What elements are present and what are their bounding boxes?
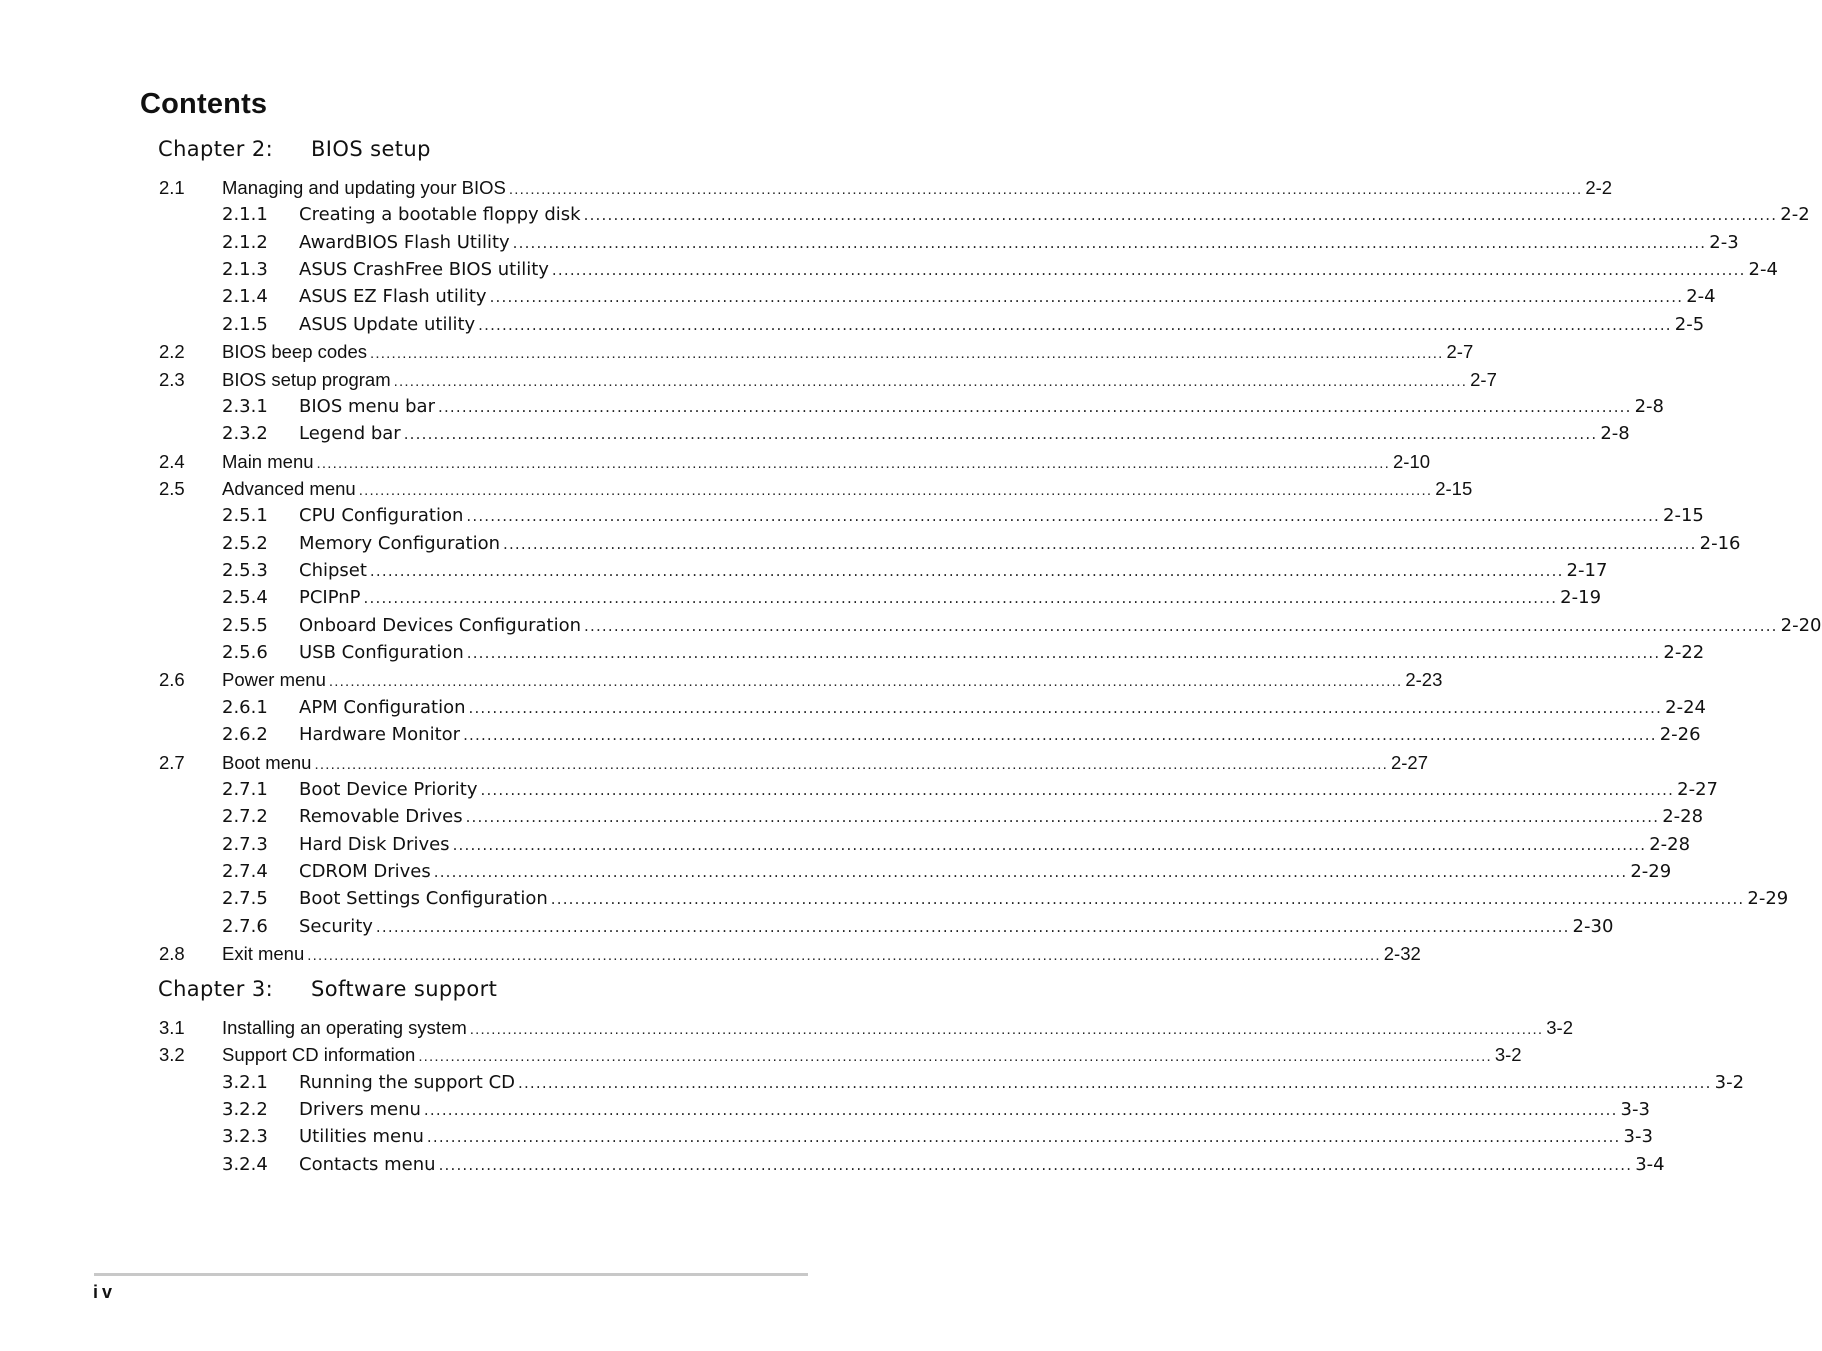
toc-entry-line [222, 174, 1613, 203]
toc-entry-number: 2.1.1 [222, 204, 268, 226]
toc-entry[interactable] [0, 831, 1691, 858]
page-title: Contents [140, 88, 268, 120]
toc-entry-number: 2.3.1 [222, 395, 268, 417]
toc-entry[interactable] [0, 749, 1429, 776]
dot-leader: ........................................................................................................................................................................................................ [550, 890, 1745, 909]
toc-entry-page: 2-2 [1585, 177, 1613, 198]
toc-entry-page: 3-4 [1635, 1153, 1665, 1175]
toc-entry-number: 2.3 [159, 368, 185, 390]
toc-entry-title: Boot menu [222, 751, 312, 773]
dot-leader: ........................................................................................................................................................................................................ [480, 780, 1675, 799]
chapter-number: Chapter 2: [158, 137, 274, 161]
toc-entry-line [299, 557, 1608, 585]
toc-entry-number: 2.7.5 [222, 888, 268, 910]
toc-entry-line [299, 612, 1822, 640]
toc-entry-title: Running the support CD [299, 1071, 515, 1093]
toc-entry[interactable] [0, 1069, 1745, 1096]
dot-leader: ........................................................................................................................................................................................................ [551, 261, 1746, 280]
dot-leader: ........................................................................................................................................................................................................ [363, 589, 1558, 608]
toc-entry-number: 2.5.3 [222, 560, 268, 582]
toc-entry-number: 2.5.5 [222, 614, 268, 636]
toc-entry-title: AwardBIOS Flash Utility [299, 231, 510, 253]
toc-entry-page: 2-8 [1634, 395, 1665, 417]
toc-entry-title: Creating a bootable floppy disk [299, 204, 581, 226]
toc-entry-page: 2-8 [1600, 423, 1630, 445]
toc-entry-page: 2-23 [1405, 669, 1443, 691]
toc-entry[interactable] [0, 584, 1602, 611]
toc-entry-page: 2-4 [1686, 286, 1716, 308]
toc-entry-page: 2-27 [1390, 751, 1429, 773]
toc-entry-number: 2.1 [159, 177, 185, 198]
toc-entry[interactable] [0, 530, 1741, 557]
toc-entry-title: Advanced menu [222, 477, 356, 499]
toc-entry-number: 3.2.2 [222, 1099, 268, 1121]
toc-entry-title: Hard Disk Drives [299, 833, 450, 855]
toc-entry[interactable] [0, 803, 1704, 830]
toc-entry[interactable] [0, 338, 1474, 365]
toc-entry[interactable] [0, 502, 1704, 529]
toc-entry-title: Security [299, 915, 373, 937]
toc-entry-title: Chipset [299, 560, 367, 582]
dot-leader: ........................................................................................................................................................................................................ [478, 315, 1672, 334]
toc-entry[interactable] [0, 256, 1778, 283]
toc-entry-number: 2.7.3 [222, 833, 268, 855]
toc-list [0, 1014, 1745, 1178]
chapter-title: Software support [311, 977, 498, 1001]
toc-entry-line [299, 776, 1718, 804]
toc-entry[interactable] [0, 721, 1701, 748]
toc-entry-line [299, 530, 1741, 558]
toc-entry-number: 2.7.6 [222, 915, 268, 937]
toc-entry[interactable] [0, 448, 1431, 475]
toc-entry-page: 2-3 [1709, 231, 1739, 253]
toc-entry-number: 3.2.3 [222, 1126, 268, 1148]
toc-entry-title: Main menu [222, 450, 314, 472]
toc-entry-page: 2-16 [1699, 532, 1741, 554]
toc-entry-number: 2.1.4 [222, 286, 268, 308]
toc-entry-number: 2.1.2 [222, 231, 268, 253]
toc-entry-number: 2.6.2 [222, 724, 268, 746]
toc-entry-line [222, 475, 1473, 504]
toc-entry-number: 2.2 [159, 341, 185, 363]
dot-leader: ........................................................................................................................................................................................................ [418, 1048, 1492, 1066]
toc-entry-line [222, 366, 1497, 395]
toc-entry-line [299, 311, 1705, 339]
dot-leader: ........................................................................................................................................................................................................ [503, 534, 1697, 553]
toc-entry-page: 2-10 [1393, 450, 1431, 472]
toc-entry-title: ASUS CrashFree BIOS utility [299, 259, 549, 281]
toc-entry-line [222, 666, 1443, 695]
toc-entry-page: 3-2 [1714, 1071, 1745, 1093]
toc-entry-page: 2-27 [1677, 778, 1718, 800]
toc-entry-line [222, 940, 1421, 969]
toc-entry-title: Onboard Devices Configuration [299, 614, 582, 636]
toc-entry-number: 2.5.1 [222, 505, 268, 527]
toc-entry-title: CPU Configuration [299, 505, 464, 527]
toc-entry-page: 2-32 [1383, 943, 1421, 965]
toc-entry-title: Contacts menu [299, 1153, 436, 1175]
toc-entry-page: 2-30 [1572, 915, 1614, 937]
toc-entry-number: 2.1.5 [222, 313, 268, 335]
toc-entry-number: 2.7.2 [222, 806, 268, 828]
dot-leader: ........................................................................................................................................................................................................ [375, 917, 1570, 936]
toc-entry-number: 2.6 [159, 669, 185, 691]
dot-leader: ........................................................................................................................................................................................................ [403, 425, 1598, 444]
toc-entry[interactable] [0, 174, 1613, 201]
toc-entry-title: Power menu [222, 669, 326, 691]
toc-entry-page: 2-22 [1663, 642, 1705, 664]
toc-entry[interactable] [0, 475, 1473, 502]
chapter-number: Chapter 3: [158, 977, 274, 1001]
toc-entry[interactable] [0, 1151, 1665, 1178]
dot-leader: ........................................................................................................................................................................................................ [512, 233, 1707, 252]
toc-entry[interactable] [0, 229, 1739, 256]
dot-leader: ........................................................................................................................................................................................................ [358, 481, 1433, 499]
toc-entry-line [299, 694, 1706, 722]
toc-entry-page: 3-3 [1620, 1099, 1650, 1121]
toc-entry-number: 2.5.2 [222, 532, 268, 554]
toc-entry-title: Removable Drives [299, 806, 463, 828]
toc-entry[interactable] [0, 940, 1421, 967]
dot-leader: ........................................................................................................................................................................................................ [465, 808, 1660, 827]
toc-entry-line [299, 1069, 1745, 1097]
toc-entry-title: ASUS EZ Flash utility [299, 286, 487, 308]
toc-entry-number: 2.1.3 [222, 259, 268, 281]
toc-entry-line [299, 831, 1691, 859]
toc-entry-number: 2.5.6 [222, 642, 268, 664]
toc-entry-line [299, 283, 1716, 311]
toc-entry-title: Legend bar [299, 423, 401, 445]
dot-leader: ........................................................................................................................................................................................................ [369, 562, 1564, 581]
toc-list [0, 174, 1822, 967]
toc-entry-title: USB Configuration [299, 642, 464, 664]
toc-entry-line [299, 1096, 1650, 1124]
toc-entry-line [222, 749, 1429, 778]
toc-entry-line [299, 1123, 1653, 1151]
toc-entry[interactable] [0, 1096, 1650, 1123]
toc-entry[interactable] [0, 858, 1672, 885]
toc-entry-page: 2-29 [1747, 888, 1789, 910]
toc-entry-page: 3-2 [1546, 1017, 1573, 1038]
toc-entry-line [222, 1014, 1573, 1043]
toc-entry-line [299, 584, 1602, 612]
toc-entry[interactable] [0, 1014, 1573, 1041]
dot-leader: ........................................................................................................................................................................................................ [307, 947, 1381, 965]
dot-leader: ........................................................................................................................................................................................................ [518, 1073, 1712, 1092]
toc-entry-title: Boot Settings Configuration [299, 888, 548, 910]
toc-entry-page: 2-26 [1659, 724, 1701, 746]
toc-entry-line [299, 229, 1739, 257]
toc-entry-title: APM Configuration [299, 696, 466, 718]
toc-entry-title: Hardware Monitor [299, 724, 461, 746]
toc-entry-page: 2-7 [1470, 368, 1497, 390]
toc-entry-title: Boot Device Priority [299, 778, 478, 800]
toc-entry[interactable] [0, 666, 1443, 693]
toc-entry-page: 2-15 [1435, 477, 1473, 499]
toc-entry-line [299, 393, 1665, 421]
toc-entry[interactable] [0, 612, 1822, 639]
toc-entry-title: Utilities menu [299, 1126, 424, 1148]
toc-entry-number: 2.7 [159, 751, 185, 773]
toc-entry-page: 2-5 [1674, 313, 1705, 335]
toc-entry-page: 2-19 [1560, 587, 1602, 609]
toc-entry-line [222, 1041, 1522, 1070]
toc-entry-title: Memory Configuration [299, 532, 500, 554]
toc-entry-number: 2.8 [159, 943, 185, 965]
toc-entry-page: 2-29 [1630, 860, 1672, 882]
dot-leader: ........................................................................................................................................................................................................ [489, 288, 1684, 307]
toc-entry[interactable] [0, 776, 1718, 803]
toc-entry[interactable] [0, 885, 1789, 912]
toc-entry-title: CDROM Drives [299, 860, 431, 882]
footer-page-number: iv [93, 1282, 117, 1302]
dot-leader: ........................................................................................................................................................................................................ [314, 755, 1388, 773]
toc-entry-line [299, 502, 1704, 530]
toc-entry-title: Installing an operating system [222, 1017, 467, 1038]
toc-entry-title: Managing and updating your BIOS [222, 177, 506, 198]
toc-entry[interactable] [0, 1041, 1522, 1068]
dot-leader: ........................................................................................................................................................................................................ [469, 1021, 1544, 1038]
toc-entry-number: 2.7.1 [222, 778, 268, 800]
toc-entry-number: 2.5 [159, 477, 185, 499]
toc-entry-number: 2.6.1 [222, 696, 268, 718]
toc-entry-line [299, 885, 1789, 913]
toc-entry-number: 2.4 [159, 450, 185, 472]
toc-entry-title: BIOS beep codes [222, 341, 368, 363]
toc-entry-line [299, 201, 1810, 229]
toc-entry-line [299, 256, 1778, 284]
toc-entry-number: 3.1 [159, 1017, 185, 1038]
toc-entry-title: PCIPnP [299, 587, 361, 609]
toc-entry-line [299, 803, 1704, 831]
footer-rule [94, 1273, 808, 1276]
chapter-heading [158, 977, 497, 1001]
chapter-title: BIOS setup [311, 137, 431, 161]
toc-entry-page: 2-7 [1446, 341, 1474, 363]
dot-leader: ........................................................................................................................................................................................................ [437, 397, 1632, 416]
toc-entry-title: Support CD information [222, 1044, 416, 1066]
toc-entry-title: BIOS menu bar [299, 395, 435, 417]
toc-entry-number: 2.5.4 [222, 587, 268, 609]
toc-entry[interactable] [0, 366, 1497, 393]
dot-leader: ........................................................................................................................................................................................................ [466, 507, 1661, 526]
toc-entry-title: Drivers menu [299, 1099, 421, 1121]
toc-entry-title: ASUS Update utility [299, 313, 476, 335]
toc-entry-line [299, 858, 1672, 886]
toc-entry-number: 3.2 [159, 1044, 185, 1066]
dot-leader: ........................................................................................................................................................................................................ [583, 206, 1778, 225]
toc-entry-page: 2-28 [1662, 806, 1704, 828]
toc-entry-line [299, 721, 1701, 749]
toc-entry-page: 3-2 [1494, 1044, 1522, 1066]
toc-entry-number: 3.2.4 [222, 1153, 268, 1175]
toc-entry-page: 2-4 [1748, 259, 1778, 281]
toc-entry-page: 2-28 [1649, 833, 1691, 855]
toc-entry-page: 2-24 [1665, 696, 1706, 718]
dot-leader: ........................................................................................................................................................................................................ [468, 698, 1663, 717]
dot-leader: ........................................................................................................................................................................................................ [463, 726, 1657, 745]
toc-entry-title: Exit menu [222, 943, 305, 965]
toc-entry-line [222, 338, 1474, 367]
toc-entry-line [299, 1151, 1665, 1179]
toc-entry-number: 2.3.2 [222, 423, 268, 445]
toc-entry-title: BIOS setup program [222, 368, 391, 390]
dot-leader: ........................................................................................................................................................................................................ [370, 345, 1444, 363]
toc-entry-line [299, 913, 1614, 941]
chapter-heading [158, 137, 431, 161]
toc-entry-page: 3-3 [1623, 1126, 1653, 1148]
dot-leader: ........................................................................................................................................................................................................ [466, 644, 1661, 663]
toc-entry[interactable] [0, 311, 1705, 338]
toc-entry[interactable] [0, 639, 1705, 666]
toc-entry-page: 2-15 [1663, 505, 1704, 527]
toc-entry[interactable] [0, 393, 1665, 420]
dot-leader: ........................................................................................................................................................................................................ [393, 372, 1468, 390]
toc-entry-page: 2-20 [1780, 614, 1822, 636]
dot-leader: ........................................................................................................................................................................................................ [452, 835, 1647, 854]
dot-leader: ........................................................................................................................................................................................................ [328, 673, 1403, 691]
dot-leader: ........................................................................................................................................................................................................ [316, 454, 1391, 472]
dot-leader: ........................................................................................................................................................................................................ [423, 1101, 1618, 1120]
toc-entry-number: 3.2.1 [222, 1071, 268, 1093]
toc-entry[interactable] [0, 913, 1614, 940]
toc-entry[interactable] [0, 1123, 1653, 1150]
toc-entry[interactable] [0, 201, 1810, 228]
toc-entry[interactable] [0, 557, 1608, 584]
toc-entry-line [299, 639, 1705, 667]
dot-leader: ........................................................................................................................................................................................................ [438, 1155, 1633, 1174]
toc-entry-page: 2-2 [1780, 204, 1810, 226]
dot-leader: ........................................................................................................................................................................................................ [433, 862, 1628, 881]
toc-entry[interactable] [0, 420, 1630, 447]
dot-leader: ........................................................................................................................................................................................................ [426, 1128, 1621, 1147]
dot-leader: ........................................................................................................................................................................................................ [508, 181, 1583, 198]
toc-entry[interactable] [0, 283, 1716, 310]
toc-entry[interactable] [0, 694, 1706, 721]
dot-leader: ........................................................................................................................................................................................................ [584, 616, 1778, 635]
toc-entry-page: 2-17 [1566, 560, 1608, 582]
toc-entry-line [299, 420, 1630, 448]
toc-entry-line [222, 448, 1431, 477]
toc-entry-number: 2.7.4 [222, 860, 268, 882]
